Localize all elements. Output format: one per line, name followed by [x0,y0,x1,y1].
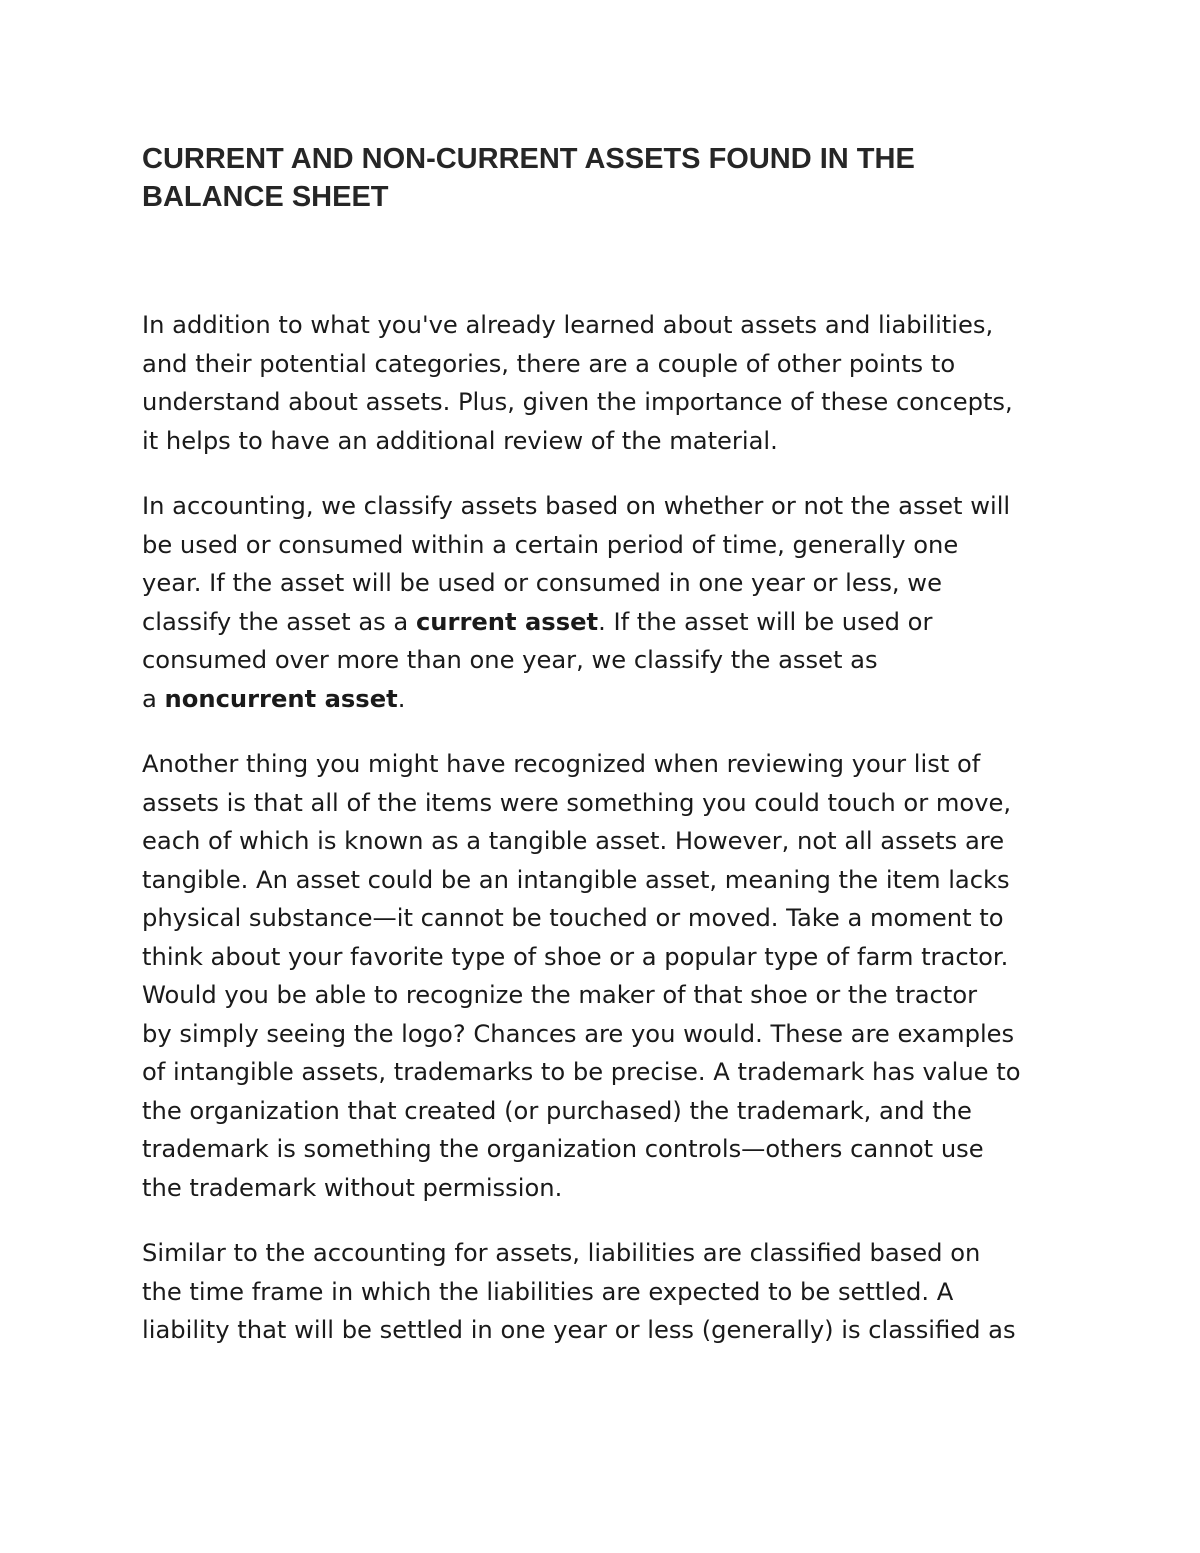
paragraph-intro [142,306,1067,460]
text-line: be used or consumed within a certain period of time, generally one [142,530,959,559]
title-line: BALANCE SHEET [142,181,389,213]
paragraph-liabilities [142,1234,1067,1350]
text-run: a [142,684,165,713]
text-line: assets is that all of the items were something you could touch or move, [142,788,1012,817]
text-line: Another thing you might have recognized when reviewing your list of [142,750,981,778]
text-line: year. If the asset will be used or consumed in one year or less, we [142,569,942,597]
text-line: and their potential categories, there are a couple of other points to [142,349,956,378]
text-line [142,680,1067,719]
text-line: think about your favorite type of shoe or a popular type of farm tractor. [142,942,1009,971]
text-line: trademark is something the organization controls—others cannot use [142,1135,984,1163]
term-noncurrent-asset: noncurrent asset [164,684,398,713]
text-run: . If the asset will be used or [598,607,933,636]
text-line: by simply seeing the logo? Chances are you would. These are examples [142,1019,1015,1048]
text-line: liability that will be settled in one year or less (generally) is classified as [142,1316,1016,1344]
paragraph-classification [142,487,1067,718]
text-line: physical substance—it cannot be touched or moved. Take a moment to [142,904,1004,932]
text-line [142,603,1067,642]
document-title [142,140,1062,216]
title-line: CURRENT AND NON-CURRENT ASSETS FOUND IN THE [142,143,915,175]
text-line: Would you be able to recognize the maker of that shoe or the tractor [142,981,978,1009]
text-line: In accounting, we classify assets based on whether or not the asset will [142,492,1011,520]
paragraph-intangible [142,745,1067,1207]
text-line: it helps to have an additional review of the material. [142,426,778,455]
document-body [142,306,1067,1377]
text-line: understand about assets. Plus, given the importance of these concepts, [142,388,1013,416]
text-line: In addition to what you've already learned about assets and liabilities, [142,311,994,339]
text-line: the trademark without permission. [142,1173,563,1202]
text-line: tangible. An asset could be an intangible asset, meaning the item lacks [142,865,1010,894]
text-run: . [397,684,406,713]
term-current-asset: current asset [415,607,599,636]
text-line: Similar to the accounting for assets, liabilities are classified based on [142,1239,981,1267]
text-run: classify the asset as a [142,607,416,636]
text-line: of intangible assets, trademarks to be precise. A trademark has value to [142,1058,1021,1086]
text-line: the time frame in which the liabilities are expected to be settled. A [142,1277,954,1306]
text-line: the organization that created (or purchased) the trademark, and the [142,1096,972,1125]
text-line: consumed over more than one year, we classify the asset as [142,646,878,674]
text-line: each of which is known as a tangible asset. However, not all assets are [142,827,1005,855]
